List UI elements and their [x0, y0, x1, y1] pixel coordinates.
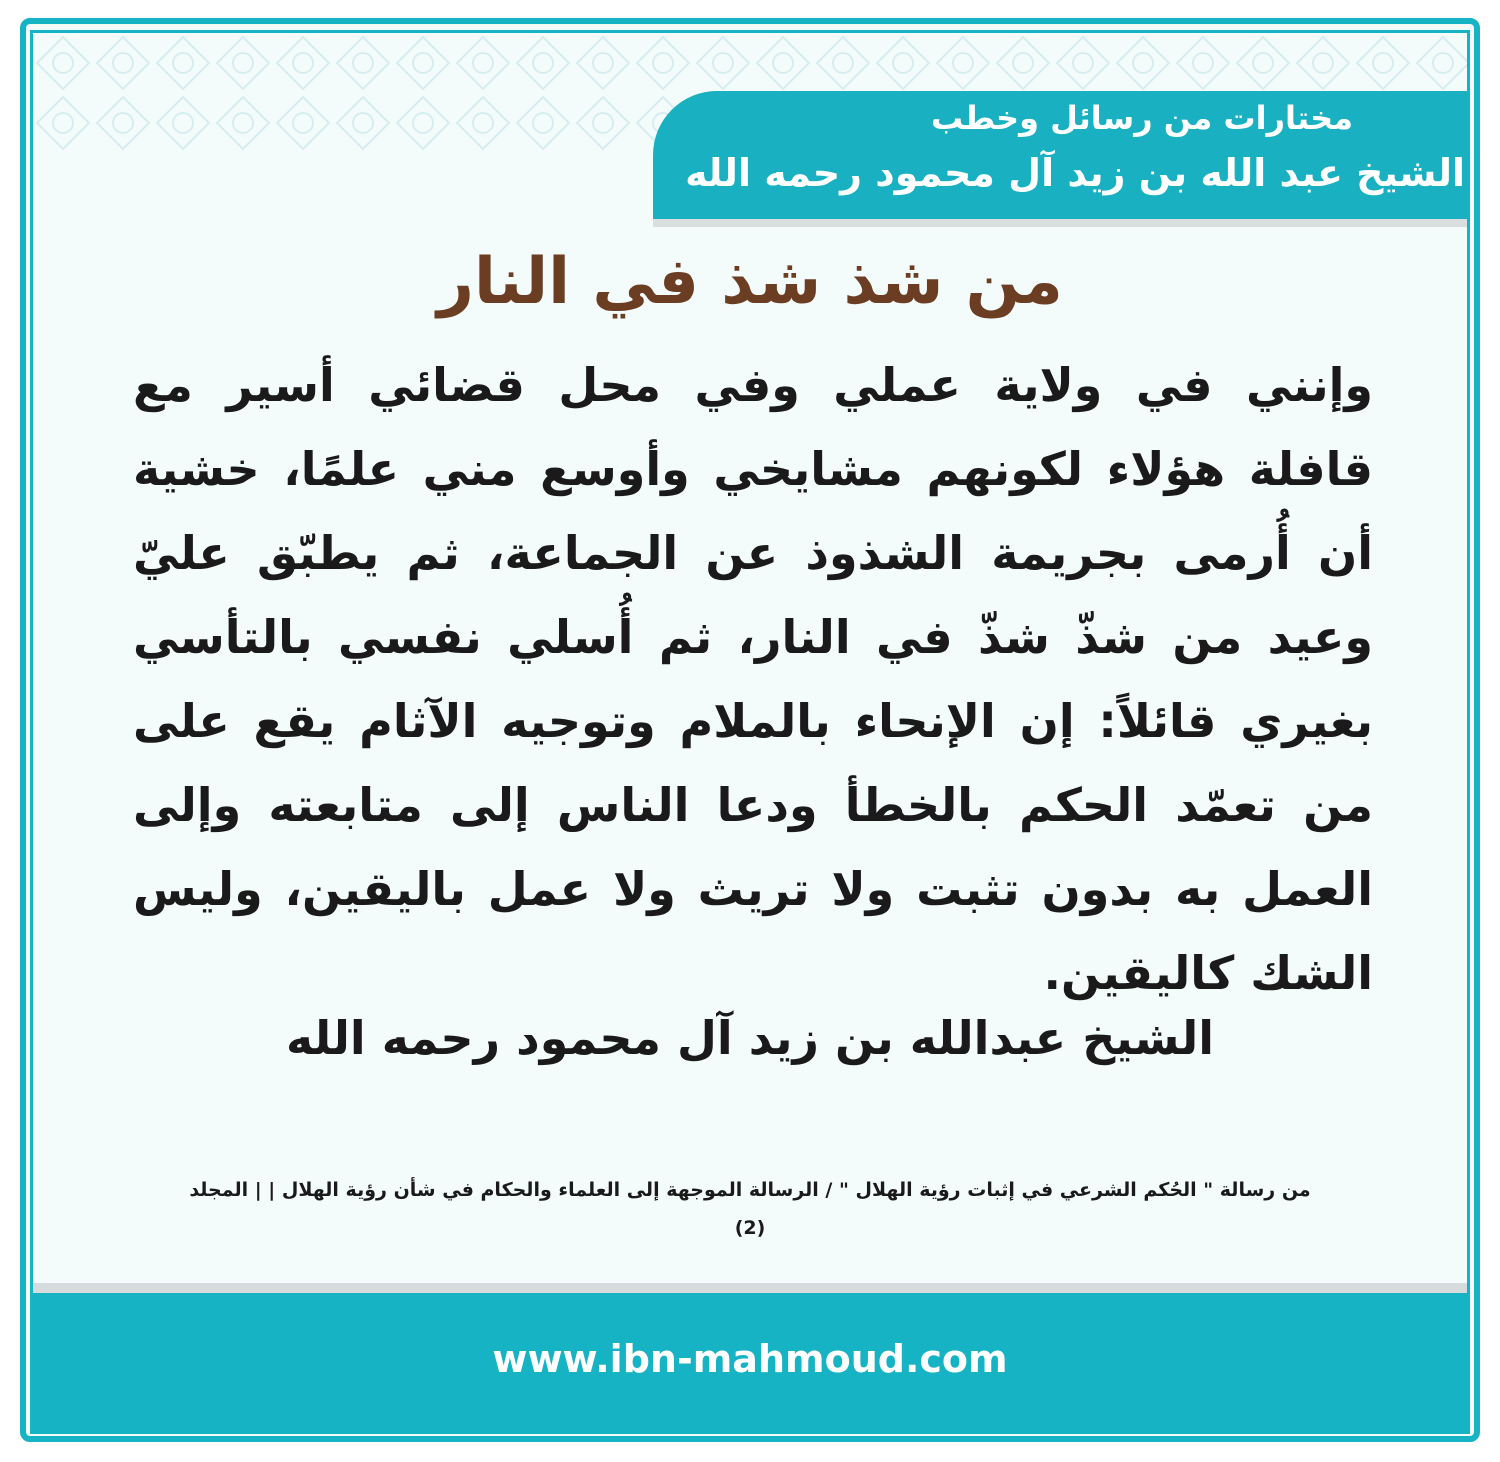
source-citation: [113, 1171, 1387, 1247]
author-signature: الشيخ عبدالله بن زيد آل محمود رحمه الله: [285, 1011, 1215, 1065]
source-line-2: (2): [734, 1217, 766, 1239]
source-line-1: من رسالة " الحُكم الشرعي في إثبات رؤية الهلال " / الرسالة الموجهة إلى العلماء والحكام في شأن رؤية الهلال | | المجلد: [189, 1179, 1311, 1201]
footer-bar: [33, 1293, 1467, 1434]
header-subtitle: مختارات من رسائل وخطب: [930, 99, 1353, 137]
header-author: الشيخ عبد الله بن زيد آل محمود رحمه الله: [685, 151, 1465, 195]
card: [30, 30, 1470, 1434]
quote-text: وإنني في ولاية عملي وفي محل قضائي أسير مع قافلة هؤلاء لكونهم مشايخي وأوسع مني علمًا، خشية أن أُرمى بجريمة الشذوذ عن الجماعة، ثم يطبّق عليّ وعيد من شذّ شذّ في النار، ثم أُسلي نفسي بالتأسي بغيري قائلاً: إن الإنحاء بالملام وتوجيه الآثام يقع على من تعمّد الحكم بالخطأ ودعا الناس إلى متابعته وإلى العمل به بدون تثبت ولا تريث ولا عمل باليقين، وليس الشك كاليقين.: [133, 358, 1373, 1000]
header-banner: [653, 91, 1470, 219]
website-link[interactable]: www.ibn-mahmoud.com: [492, 1337, 1008, 1381]
page-title: من شذ شذ في النار: [437, 245, 1063, 319]
